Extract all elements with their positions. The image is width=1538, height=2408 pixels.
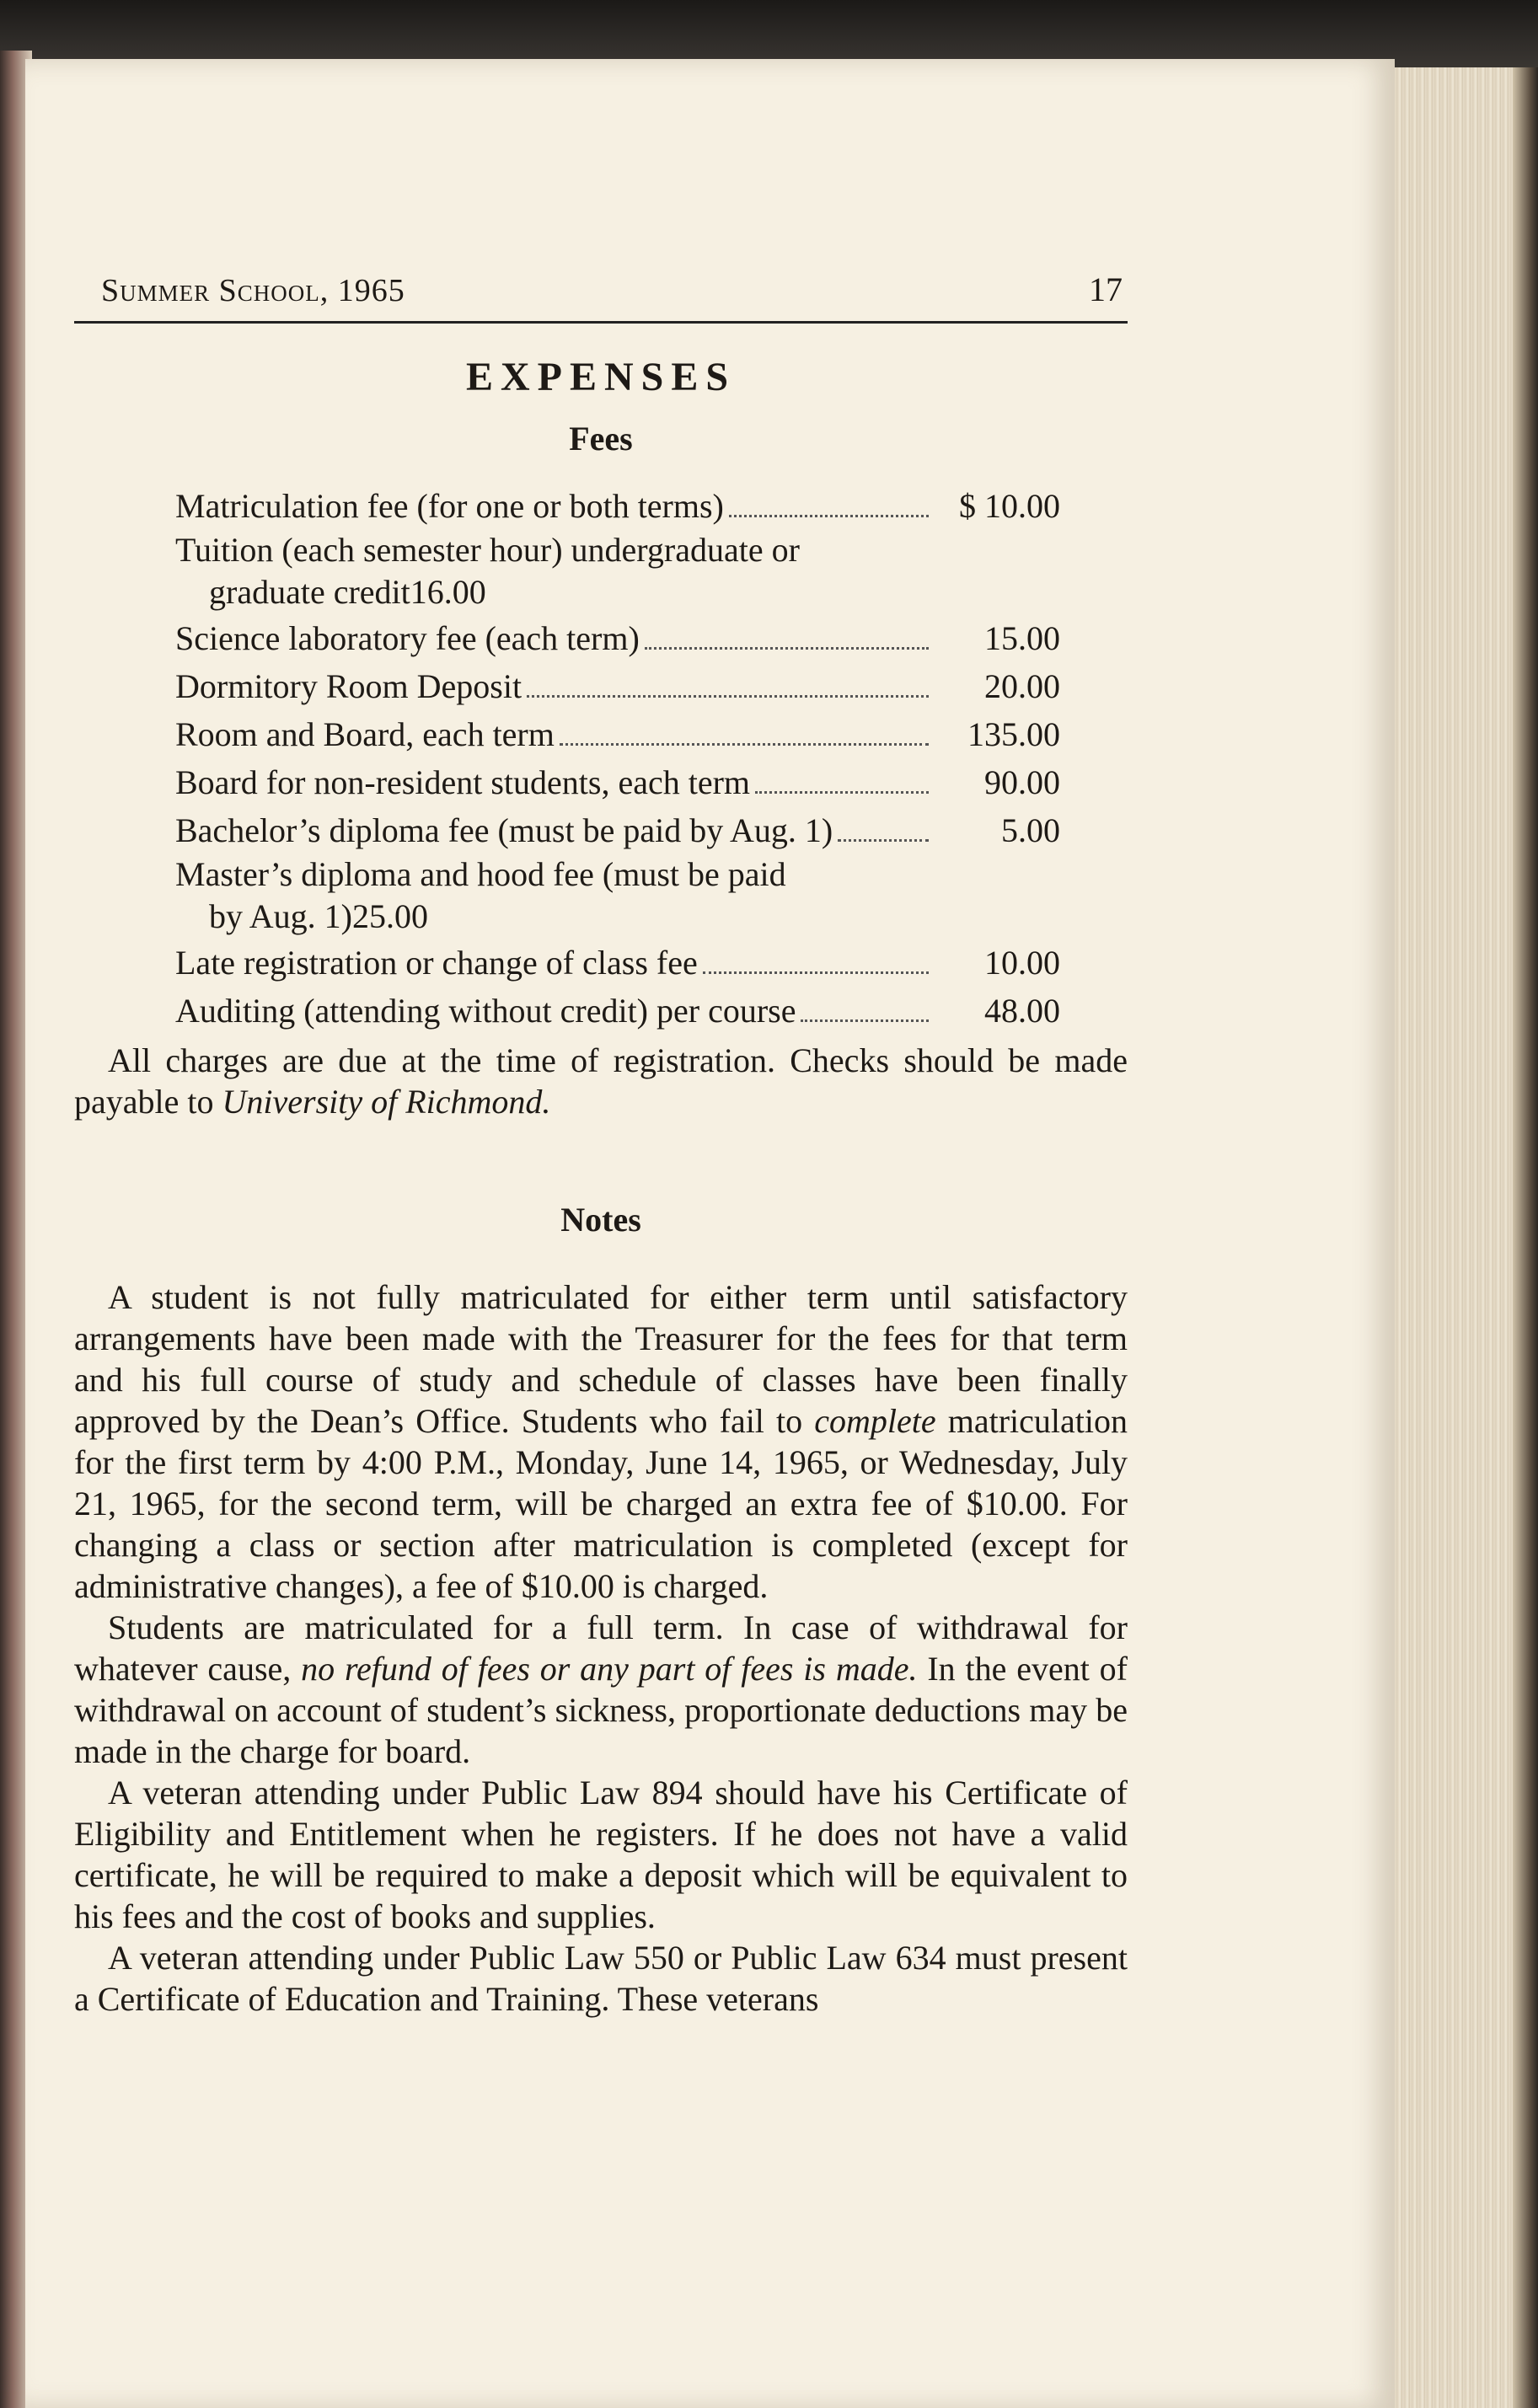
- notes-p1-text-a: A student is not fully matriculated for either term until satisfactory arrangements have been made with the Treasurer for the fees for that term and his full course of study and schedule of classes have been finally approved by the Dean’s Office. Students who fail to: [74, 1278, 1128, 1440]
- fee-amount: 25.00: [352, 897, 428, 935]
- notes-p2-emphasis: no refund of fees or any part of fees is made.: [301, 1650, 918, 1688]
- fee-description: Board for non-resident students, each term: [175, 763, 751, 801]
- leader-dots: [838, 839, 929, 842]
- charges-note: [74, 1040, 1128, 1122]
- leader-dots: [645, 647, 929, 650]
- fee-row: [175, 482, 1060, 530]
- fee-row: [175, 530, 1060, 614]
- book-top-edge: [0, 0, 1538, 67]
- fee-description: graduate credit: [209, 573, 410, 611]
- fee-amount: $ 10.00: [959, 487, 1060, 525]
- leader-dots: [729, 515, 929, 517]
- fee-row: [175, 806, 1060, 854]
- notes-paragraph-2: [74, 1607, 1128, 1772]
- leader-dots: [527, 695, 929, 698]
- leader-dots: [801, 1019, 929, 1022]
- fee-amount: 48.00: [984, 992, 1060, 1030]
- fee-amount: 10.00: [984, 944, 1060, 982]
- page-number: 17: [1089, 270, 1123, 308]
- fee-row: [175, 710, 1060, 758]
- fee-description: by Aug. 1): [209, 897, 352, 935]
- notes-heading: Notes: [560, 1201, 641, 1239]
- charges-note-text: All charges are due at the time of registration. Checks should be made payable to: [74, 1041, 1128, 1121]
- fee-description-line1: Master’s diploma and hood fee (must be paid: [175, 855, 786, 893]
- fee-description: Room and Board, each term: [175, 715, 555, 753]
- notes-paragraph-1: [74, 1276, 1128, 1607]
- fee-row: [175, 939, 1060, 987]
- fees-heading: Fees: [569, 420, 633, 458]
- leader-dots: [755, 791, 929, 794]
- fee-amount: 16.00: [410, 573, 486, 611]
- fee-description: Science laboratory fee (each term): [175, 619, 640, 657]
- page-stack-edge: [1395, 67, 1538, 2408]
- fees-list: [74, 482, 1128, 1035]
- fee-row: [175, 662, 1060, 710]
- page-text: [74, 257, 1128, 2020]
- fee-amount: 20.00: [984, 667, 1060, 705]
- fee-description: Dormitory Room Deposit: [175, 667, 522, 705]
- fee-row: [175, 758, 1060, 806]
- book-cover-edge: [1513, 67, 1538, 2408]
- notes-p1-emphasis: complete: [814, 1402, 936, 1440]
- charges-note-payee: University of Richmond.: [222, 1083, 551, 1121]
- running-head: [74, 257, 1128, 324]
- notes-paragraph-3: A veteran attending under Public Law 894 should have his Certificate of Eligibility and Entitlement when he registers. If he does not have a valid certificate, he will be required to make a deposit which will be equivalent to his fees and the cost of books and supplies.: [74, 1774, 1128, 1935]
- fee-description: Matriculation fee (for one or both terms): [175, 487, 724, 525]
- fee-amount: 135.00: [967, 715, 1060, 753]
- notes-p2-text-b: In the event of withdrawal on account of student’s sickness, proportionate deductions may be made in the charge for board.: [74, 1650, 1128, 1770]
- notes-p1-text-b: matriculation for the first term by 4:00 P.M., Monday, June 14, 1965, or Wednesday, July 21, 1965, for the second term, will be charged an extra fee of $10.00. For changing a class or section after matriculation is completed (except for administrative changes), a fee of $10.00 is charged.: [74, 1402, 1128, 1605]
- leader-dots: [560, 743, 929, 746]
- fee-amount: 90.00: [984, 763, 1060, 801]
- leader-dots: [703, 971, 929, 974]
- running-title: Summer School, 1965: [101, 273, 405, 308]
- section-title: EXPENSES: [465, 355, 737, 399]
- fee-amount: 5.00: [1001, 811, 1060, 849]
- fee-description: Auditing (attending without credit) per course: [175, 992, 796, 1030]
- fee-row: [175, 614, 1060, 662]
- fee-amount: 15.00: [984, 619, 1060, 657]
- fee-row: [175, 987, 1060, 1035]
- fee-row: [175, 854, 1060, 939]
- fee-description: Bachelor’s diploma fee (must be paid by Aug. 1): [175, 811, 833, 849]
- notes-paragraph-4: A veteran attending under Public Law 550 or Public Law 634 must present a Certificate of Education and Training. These veterans: [74, 1939, 1128, 2018]
- fee-description-line1: Tuition (each semester hour) undergraduate or: [175, 531, 800, 569]
- notes-p2-text-a: Students are matriculated for a full term. In case of withdrawal for whatever cause,: [74, 1608, 1128, 1688]
- fee-description: Late registration or change of class fee: [175, 944, 698, 982]
